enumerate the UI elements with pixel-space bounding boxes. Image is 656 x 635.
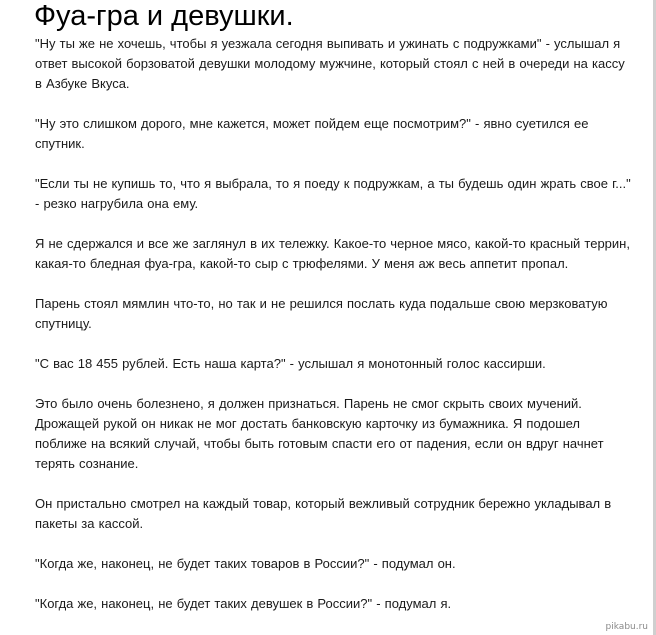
paragraph: "Когда же, наконец, не будет таких девушек в России?" - подумал я. [35,596,452,611]
paragraph: "С вас 18 455 рублей. Есть наша карта?" - услышал я монотонный голос кассирши. [35,356,546,371]
article-body [35,34,635,634]
paragraph: Парень стоял мямлин что-то, но так и не решился послать куда подальше свою мерзковатую спутницу. [35,296,608,331]
article-title: Фуа-гра и девушки. [34,0,294,32]
paragraph: "Ну это слишком дорого, мне кажется, может пойдем еще посмотрим?" - явно суетился ее спутник. [35,116,589,151]
paragraph: "Ну ты же не хочешь, чтобы я уезжала сегодня выпивать и ужинать с подружками" - услышал я ответ высокой борзоватой девушки молодому мужчине, который стоял с ней в очереди на кассу в Азбуке Вкуса. [35,36,625,91]
paragraph: "Когда же, наконец, не будет таких товаров в России?" - подумал он. [35,556,456,571]
paragraph: Он пристально смотрел на каждый товар, который вежливый сотрудник бережно укладывал в пакеты за кассой. [35,496,612,531]
watermark: pikabu.ru [605,622,648,632]
paragraph: Я не сдержался и все же заглянул в их тележку. Какое-то черное мясо, какой-то красный террин, какая-то бледная фуа-гра, какой-то сыр с трюфелями. У меня аж весь аппетит пропал. [35,236,630,271]
paragraph: Это было очень болезнено, я должен признаться. Парень не смог скрыть своих мучений. Дрожащей рукой он никак не мог достать банковскую карточку из бумажника. Я подошел поближе на всякий случай, чтобы быть готовым спасти его от падения, если он вдруг начнет терять сознание. [35,396,604,471]
paragraph: "Если ты не купишь то, что я выбрала, то я поеду к подружкам, а ты будешь один жрать свое г..." - резко нагрубила она ему. [35,176,631,211]
